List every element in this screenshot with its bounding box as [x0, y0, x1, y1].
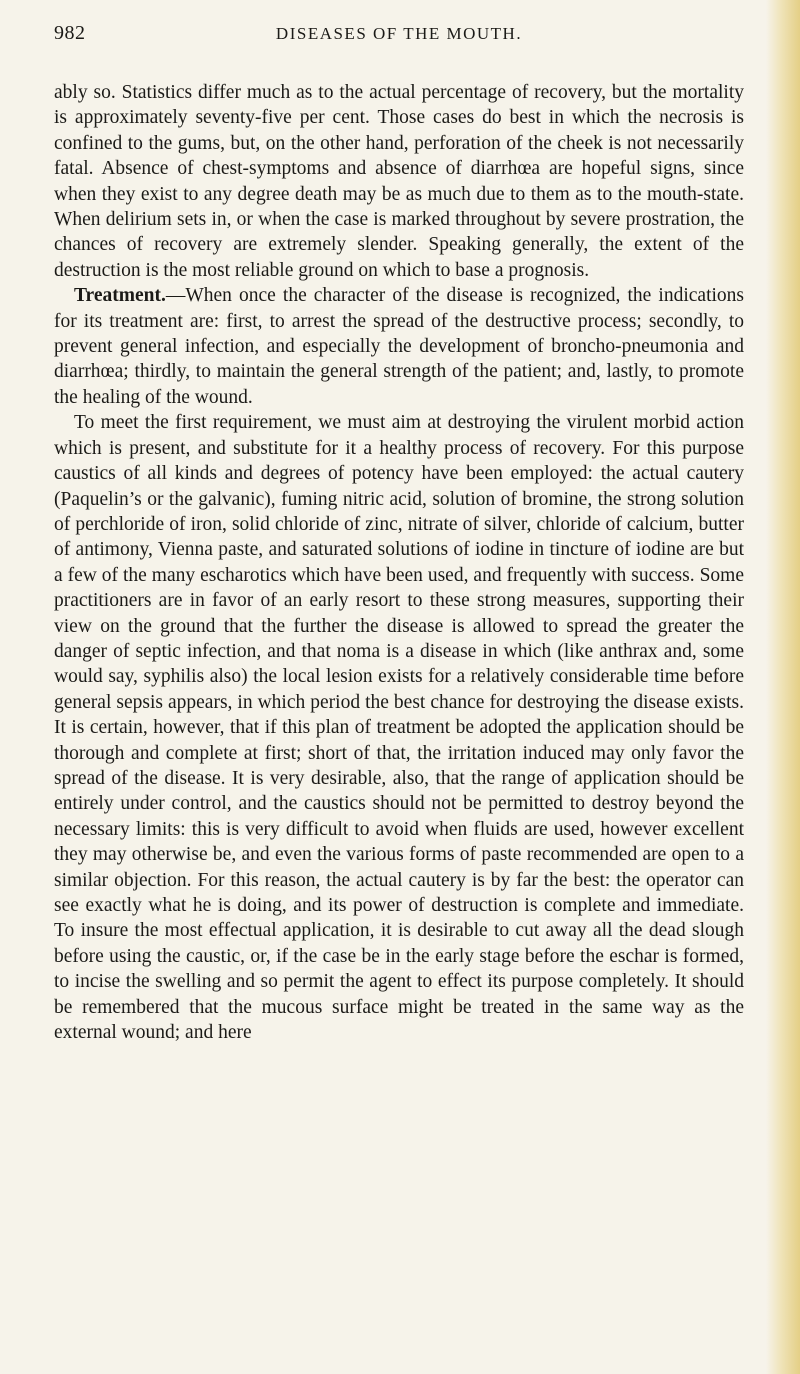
paragraph-treatment: [54, 283, 744, 410]
page-edge-discoloration: [766, 0, 800, 1374]
page-number: 982: [54, 22, 86, 44]
paragraph-treatment-text: —When once the character of the disease is recognized, the indications for its treatment are: first, to arrest the spread of the destructive process; secondly, to prevent general infection, and especially the development of broncho-pneumonia and diarrhœa; thirdly, to maintain the general strength of the patient; and, lastly, to promote the healing of the wound.: [54, 285, 744, 408]
paragraph-prognosis-continued: ably so. Statistics differ much as to the actual percentage of recovery, but the mortality is approximately seventy-five per cent. Those cases do best in which the necrosis is confined to the gums, but, on the other hand, perforation of the cheek is not necessarily fatal. Absence of chest-symptoms and absence of diarrhœa are hopeful signs, since when they exist to any degree death may be as much due to them as to the mouth-state. When delirium sets in, or when the case is marked throughout by severe prostration, the chances of recovery are extremely slender. Speaking generally, the extent of the destruction is the most reliable ground on which to base a prognosis.: [54, 82, 744, 281]
section-heading-treatment: Treatment.: [74, 285, 166, 307]
running-title: DISEASES OF THE MOUTH.: [275, 24, 523, 43]
body-text: [54, 80, 744, 1045]
running-head: [54, 20, 744, 46]
paragraph-caustics: To meet the first requirement, we must aim at destroying the virulent morbid action which is present, and substitute for it a healthy process of recovery. For this purpose caustics of all kinds and degrees of potency have been employed: the actual cautery (Paquelin’s or the galvanic), fuming nitric acid, solution of bromine, the strong solution of perchloride of iron, solid chloride of zinc, nitrate of silver, chloride of calcium, butter of antimony, Vienna paste, and saturated solutions of iodine in tincture of iodine are but a few of the many escharotics which have been used, and frequently with success. Some practitioners are in favor of an early resort to these strong measures, supporting their view on the ground that the further the disease is allowed to spread the greater the danger of septic infection, and that noma is a disease in which (like anthrax and, some would say, syphilis also) the local lesion exists for a relatively considerable time before general sepsis appears, in which period the best chance for destroying the disease exists. It is certain, however, that if this plan of treatment be adopted the application should be thorough and complete at first; short of that, the irritation induced may only favor the spread of the disease. It is very desirable, also, that the range of application should be entirely under control, and the caustics should not be permitted to destroy beyond the necessary limits: this is very difficult to avoid when fluids are used, however excellent they may otherwise be, and even the various forms of paste recommended are open to a similar objection. For this reason, the actual cautery is by far the best: the operator can see exactly what he is doing, and its power of destruction is complete and immediate. To insure the most effectual application, it is desirable to cut away all the dead slough before using the caustic, or, if the case be in the early stage before the eschar is formed, to incise the swelling and so permit the agent to effect its purpose completely. It should be remembered that the mucous surface might be treated in the same way as the external wound; and here: [54, 412, 744, 1044]
